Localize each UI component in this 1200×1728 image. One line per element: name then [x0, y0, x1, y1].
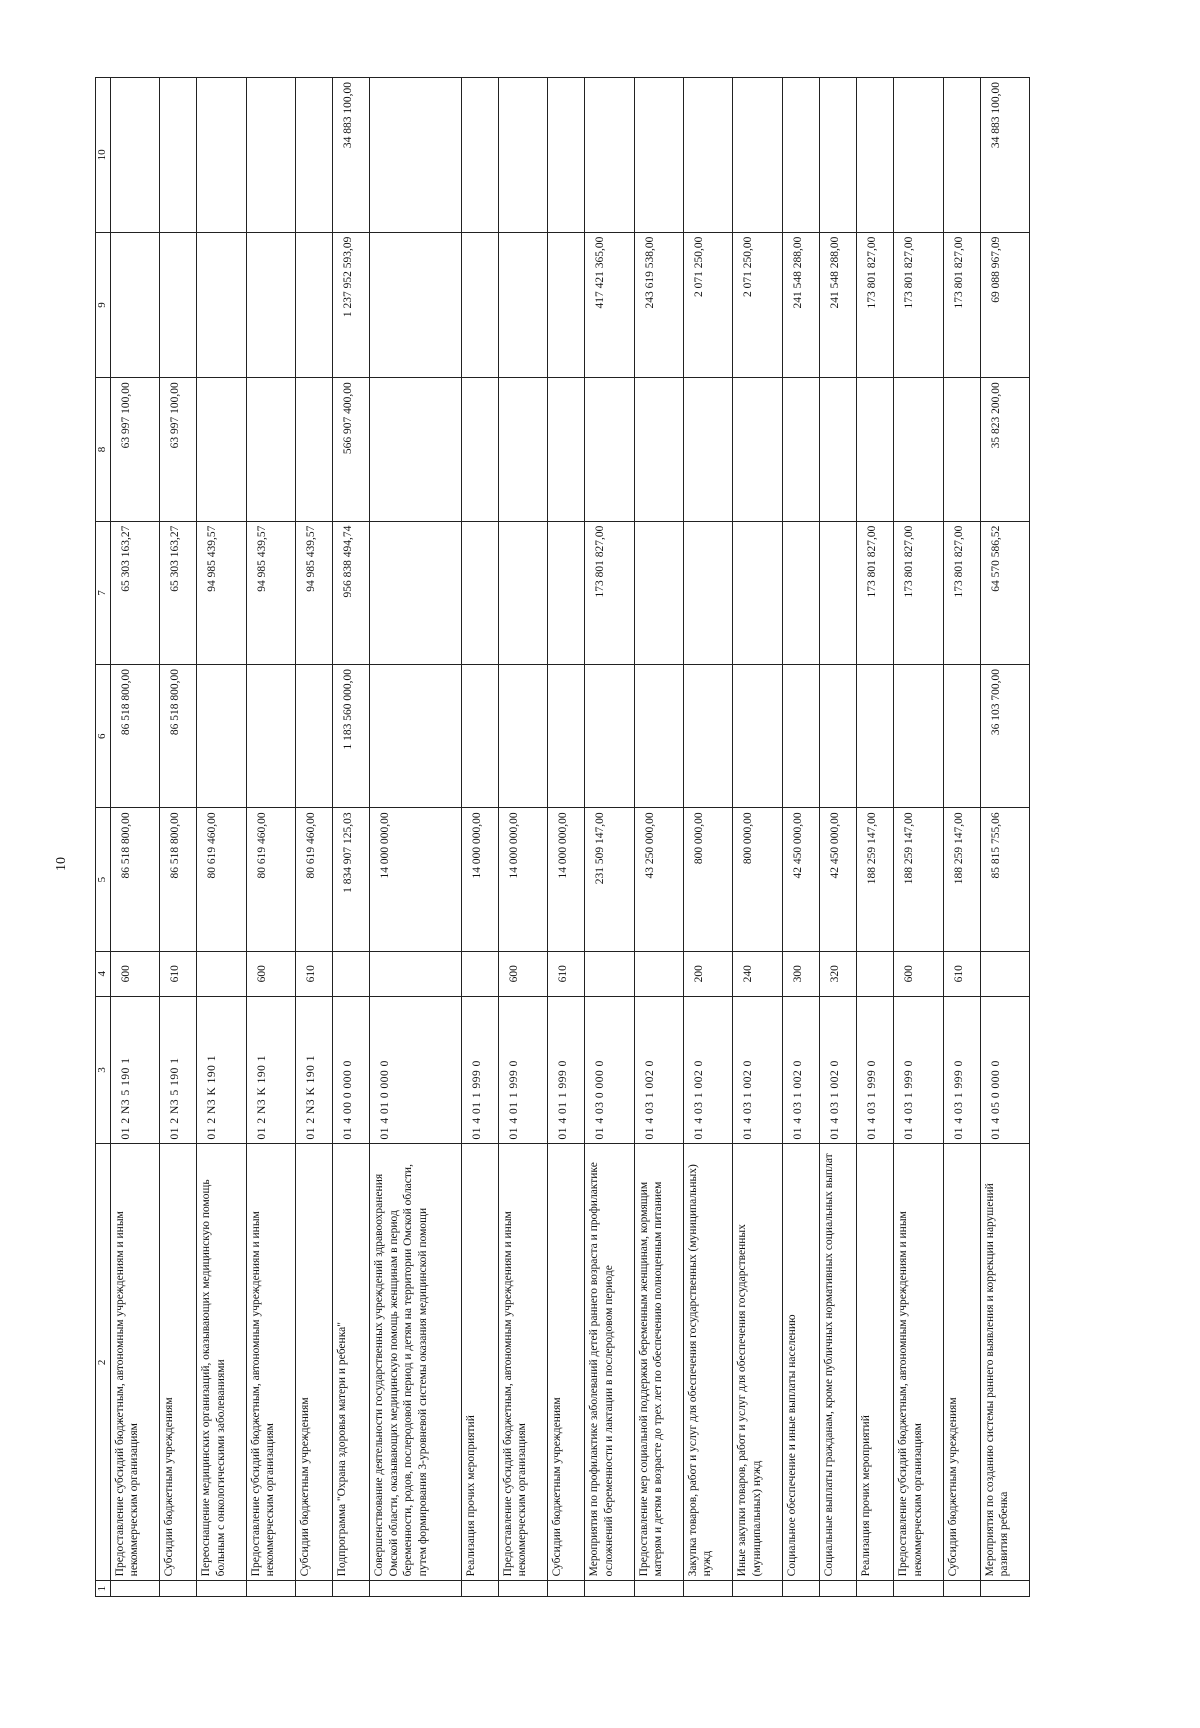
table-row — [733, 78, 782, 1597]
row-index-cell — [943, 1581, 980, 1597]
column-header: 8 — [96, 378, 111, 521]
amount-col-6-cell — [548, 665, 585, 808]
amount-col-7-cell: 173 801 827,00 — [894, 521, 943, 664]
budget-table — [95, 77, 1030, 1597]
amount-col-10-cell — [585, 78, 634, 233]
row-index-cell — [980, 1581, 1029, 1597]
amount-col-7-cell — [370, 521, 461, 664]
row-index-cell — [370, 1581, 461, 1597]
amount-col-6-cell — [370, 665, 461, 808]
row-index-cell — [548, 1581, 585, 1597]
row-index-cell — [160, 1581, 197, 1597]
table-row — [461, 78, 498, 1597]
amount-col-5-cell: 80 619 460,00 — [296, 808, 333, 951]
expense-type-cell: 600 — [111, 951, 160, 996]
expense-type-cell — [980, 951, 1029, 996]
amount-col-9-cell — [548, 232, 585, 378]
header-row — [96, 78, 111, 1597]
amount-col-7-cell: 173 801 827,00 — [857, 521, 894, 664]
budget-code-cell: 01 2 N3 5 190 1 — [111, 996, 160, 1144]
expense-type-cell — [333, 951, 370, 996]
item-name-cell: Иные закупки товаров, работ и услуг для обеспечения государственных (муниципальных) нужд — [733, 1144, 782, 1581]
amount-col-5-cell: 85 815 755,06 — [980, 808, 1029, 951]
amount-col-5-cell: 43 250 000,00 — [634, 808, 683, 951]
page-number: 10 — [54, 857, 69, 871]
amount-col-8-cell — [370, 378, 461, 521]
amount-col-10-cell — [894, 78, 943, 233]
expense-type-cell: 600 — [498, 951, 547, 996]
amount-col-5-cell: 80 619 460,00 — [246, 808, 295, 951]
budget-code-cell: 01 4 03 1 999 0 — [894, 996, 943, 1144]
budget-code-cell: 01 4 03 1 002 0 — [634, 996, 683, 1144]
table-row — [943, 78, 980, 1597]
row-index-cell — [634, 1581, 683, 1597]
amount-col-10-cell — [296, 78, 333, 233]
amount-col-8-cell — [548, 378, 585, 521]
expense-type-cell: 600 — [894, 951, 943, 996]
amount-col-8-cell — [819, 378, 856, 521]
amount-col-5-cell: 231 509 147,00 — [585, 808, 634, 951]
amount-col-8-cell — [296, 378, 333, 521]
table-row — [246, 78, 295, 1597]
budget-code-cell: 01 4 03 1 002 0 — [684, 996, 733, 1144]
amount-col-8-cell: 35 823 200,00 — [980, 378, 1029, 521]
budget-code-cell: 01 4 03 1 999 0 — [943, 996, 980, 1144]
amount-col-6-cell — [197, 665, 246, 808]
item-name-cell: Подпрограмма "Охрана здоровья матери и ребенка" — [333, 1144, 370, 1581]
budget-code-cell: 01 4 01 1 999 0 — [548, 996, 585, 1144]
column-header: 6 — [96, 665, 111, 808]
amount-col-7-cell: 173 801 827,00 — [585, 521, 634, 664]
table-row — [684, 78, 733, 1597]
item-name-cell: Предоставление субсидий бюджетным, автономным учреждениям и иным некоммерческим организациям — [246, 1144, 295, 1581]
amount-col-6-cell — [246, 665, 295, 808]
item-name-cell: Субсидии бюджетным учреждениям — [548, 1144, 585, 1581]
item-name-cell: Предоставление субсидий бюджетным, автономным учреждениям и иным некоммерческим организациям — [111, 1144, 160, 1581]
row-index-cell — [782, 1581, 819, 1597]
amount-col-5-cell: 1 834 907 125,03 — [333, 808, 370, 951]
expense-type-cell — [461, 951, 498, 996]
amount-col-7-cell — [819, 521, 856, 664]
amount-col-5-cell: 80 619 460,00 — [197, 808, 246, 951]
table-row — [370, 78, 461, 1597]
table-row — [857, 78, 894, 1597]
amount-col-7-cell: 94 985 439,57 — [246, 521, 295, 664]
item-name-cell: Реализация прочих мероприятий — [461, 1144, 498, 1581]
budget-code-cell: 01 2 N3 5 190 1 — [160, 996, 197, 1144]
amount-col-9-cell — [160, 232, 197, 378]
table-body — [111, 78, 1030, 1597]
table-row — [197, 78, 246, 1597]
expense-type-cell: 610 — [943, 951, 980, 996]
amount-col-9-cell — [370, 232, 461, 378]
amount-col-10-cell — [733, 78, 782, 233]
amount-col-9-cell — [111, 232, 160, 378]
amount-col-9-cell — [461, 232, 498, 378]
column-header: 4 — [96, 951, 111, 996]
amount-col-6-cell — [461, 665, 498, 808]
amount-col-5-cell: 14 000 000,00 — [370, 808, 461, 951]
amount-col-10-cell — [197, 78, 246, 233]
amount-col-8-cell — [684, 378, 733, 521]
budget-code-cell: 01 4 00 0 000 0 — [333, 996, 370, 1144]
amount-col-5-cell: 14 000 000,00 — [548, 808, 585, 951]
amount-col-10-cell — [246, 78, 295, 233]
budget-code-cell: 01 4 03 1 999 0 — [857, 996, 894, 1144]
amount-col-7-cell — [782, 521, 819, 664]
amount-col-8-cell — [461, 378, 498, 521]
amount-col-10-cell — [160, 78, 197, 233]
amount-col-10-cell — [370, 78, 461, 233]
amount-col-8-cell — [782, 378, 819, 521]
expense-type-cell — [634, 951, 683, 996]
amount-col-8-cell — [634, 378, 683, 521]
table-row — [782, 78, 819, 1597]
amount-col-10-cell — [857, 78, 894, 233]
expense-type-cell: 200 — [684, 951, 733, 996]
amount-col-7-cell — [548, 521, 585, 664]
amount-col-7-cell — [733, 521, 782, 664]
amount-col-6-cell — [296, 665, 333, 808]
table-row — [333, 78, 370, 1597]
amount-col-10-cell — [634, 78, 683, 233]
amount-col-6-cell — [819, 665, 856, 808]
amount-col-7-cell: 956 838 494,74 — [333, 521, 370, 664]
table-row — [160, 78, 197, 1597]
amount-col-8-cell — [498, 378, 547, 521]
amount-col-9-cell — [296, 232, 333, 378]
item-name-cell: Субсидии бюджетным учреждениям — [160, 1144, 197, 1581]
column-header: 7 — [96, 521, 111, 664]
amount-col-5-cell: 86 518 800,00 — [160, 808, 197, 951]
table-row — [634, 78, 683, 1597]
amount-col-10-cell — [782, 78, 819, 233]
expense-type-cell: 320 — [819, 951, 856, 996]
amount-col-5-cell: 800 000,00 — [733, 808, 782, 951]
amount-col-8-cell — [197, 378, 246, 521]
row-index-cell — [296, 1581, 333, 1597]
amount-col-6-cell — [857, 665, 894, 808]
row-index-cell — [111, 1581, 160, 1597]
table-row — [498, 78, 547, 1597]
amount-col-7-cell: 65 303 163,27 — [160, 521, 197, 664]
amount-col-7-cell — [634, 521, 683, 664]
amount-col-7-cell — [498, 521, 547, 664]
table-row — [894, 78, 943, 1597]
row-index-cell — [246, 1581, 295, 1597]
amount-col-7-cell — [684, 521, 733, 664]
amount-col-9-cell: 243 619 538,00 — [634, 232, 683, 378]
row-index-cell — [733, 1581, 782, 1597]
row-index-cell — [894, 1581, 943, 1597]
item-name-cell: Мероприятия по профилактике заболеваний детей раннего возраста и профилактике осложнений беременности и лактации в послеродовом периоде — [585, 1144, 634, 1581]
amount-col-6-cell — [498, 665, 547, 808]
item-name-cell: Субсидии бюджетным учреждениям — [296, 1144, 333, 1581]
amount-col-10-cell — [943, 78, 980, 233]
amount-col-9-cell: 2 071 250,00 — [733, 232, 782, 378]
amount-col-7-cell: 94 985 439,57 — [296, 521, 333, 664]
budget-code-cell: 01 2 N3 K 190 1 — [246, 996, 295, 1144]
amount-col-9-cell — [246, 232, 295, 378]
amount-col-5-cell: 188 259 147,00 — [943, 808, 980, 951]
item-name-cell: Мероприятия по созданию системы раннего выявления и коррекции нарушений развития ребенка — [980, 1144, 1029, 1581]
item-name-cell: Субсидии бюджетным учреждениям — [943, 1144, 980, 1581]
column-header: 3 — [96, 996, 111, 1144]
expense-type-cell — [370, 951, 461, 996]
amount-col-6-cell: 86 518 800,00 — [160, 665, 197, 808]
budget-code-cell: 01 4 03 1 002 0 — [819, 996, 856, 1144]
amount-col-10-cell — [498, 78, 547, 233]
column-header: 5 — [96, 808, 111, 951]
amount-col-9-cell: 241 548 288,00 — [819, 232, 856, 378]
table-row — [111, 78, 160, 1597]
item-name-cell: Предоставление субсидий бюджетным, автономным учреждениям и иным некоммерческим организациям — [498, 1144, 547, 1581]
expense-type-cell: 610 — [548, 951, 585, 996]
table-row — [980, 78, 1029, 1597]
amount-col-6-cell — [684, 665, 733, 808]
budget-table-wrapper — [95, 77, 1030, 1597]
item-name-cell: Предоставление мер социальной поддержки беременным женщинам, кормящим матерям и детям в возрасте до трех лет по обеспечению полноценным питанием — [634, 1144, 683, 1581]
amount-col-9-cell: 241 548 288,00 — [782, 232, 819, 378]
amount-col-7-cell: 65 303 163,27 — [111, 521, 160, 664]
amount-col-7-cell: 94 985 439,57 — [197, 521, 246, 664]
amount-col-5-cell: 42 450 000,00 — [819, 808, 856, 951]
amount-col-9-cell: 69 088 967,09 — [980, 232, 1029, 378]
amount-col-6-cell — [585, 665, 634, 808]
amount-col-9-cell: 173 801 827,00 — [943, 232, 980, 378]
row-index-cell — [461, 1581, 498, 1597]
item-name-cell: Совершенствование деятельности государственных учреждений здравоохранения Омской области, оказывающих медицинскую помощь женщинам в период беременности, родов, послеродовой период и детям на территории Омской области, путем формирования 3-уровневой системы оказания медицинской помощи — [370, 1144, 461, 1581]
expense-type-cell: 610 — [160, 951, 197, 996]
expense-type-cell: 600 — [246, 951, 295, 996]
amount-col-5-cell: 14 000 000,00 — [498, 808, 547, 951]
amount-col-8-cell: 566 907 400,00 — [333, 378, 370, 521]
amount-col-5-cell: 42 450 000,00 — [782, 808, 819, 951]
budget-code-cell: 01 4 03 1 002 0 — [782, 996, 819, 1144]
row-index-cell — [857, 1581, 894, 1597]
item-name-cell: Социальные выплаты гражданам, кроме публичных нормативных социальных выплат — [819, 1144, 856, 1581]
amount-col-8-cell: 63 997 100,00 — [111, 378, 160, 521]
amount-col-10-cell — [819, 78, 856, 233]
amount-col-9-cell — [197, 232, 246, 378]
expense-type-cell — [585, 951, 634, 996]
amount-col-6-cell — [943, 665, 980, 808]
column-header: 9 — [96, 232, 111, 378]
item-name-cell: Переоснащение медицинских организаций, оказывающих медицинскую помощь больным с онкологическими заболеваниями — [197, 1144, 246, 1581]
amount-col-5-cell: 86 518 800,00 — [111, 808, 160, 951]
item-name-cell: Закупка товаров, работ и услуг для обеспечения государственных (муниципальных) нужд — [684, 1144, 733, 1581]
expense-type-cell: 300 — [782, 951, 819, 996]
table-row — [585, 78, 634, 1597]
amount-col-8-cell: 63 997 100,00 — [160, 378, 197, 521]
amount-col-6-cell — [733, 665, 782, 808]
amount-col-5-cell: 188 259 147,00 — [857, 808, 894, 951]
expense-type-cell: 610 — [296, 951, 333, 996]
amount-col-9-cell: 173 801 827,00 — [857, 232, 894, 378]
item-name-cell: Социальное обеспечение и иные выплаты населению — [782, 1144, 819, 1581]
amount-col-9-cell: 417 421 365,00 — [585, 232, 634, 378]
amount-col-7-cell: 64 570 586,52 — [980, 521, 1029, 664]
budget-code-cell: 01 4 01 1 999 0 — [461, 996, 498, 1144]
budget-code-cell: 01 4 01 0 000 0 — [370, 996, 461, 1144]
budget-code-cell: 01 4 05 0 000 0 — [980, 996, 1029, 1144]
amount-col-6-cell — [634, 665, 683, 808]
item-name-cell: Реализация прочих мероприятий — [857, 1144, 894, 1581]
amount-col-10-cell: 34 883 100,00 — [333, 78, 370, 233]
amount-col-8-cell — [733, 378, 782, 521]
row-index-cell — [498, 1581, 547, 1597]
item-name-cell: Предоставление субсидий бюджетным, автономным учреждениям и иным некоммерческим организациям — [894, 1144, 943, 1581]
amount-col-10-cell — [548, 78, 585, 233]
amount-col-6-cell: 36 103 700,00 — [980, 665, 1029, 808]
budget-code-cell: 01 2 N3 K 190 1 — [197, 996, 246, 1144]
budget-code-cell: 01 4 03 1 002 0 — [733, 996, 782, 1144]
amount-col-5-cell: 188 259 147,00 — [894, 808, 943, 951]
amount-col-5-cell: 800 000,00 — [684, 808, 733, 951]
amount-col-10-cell — [684, 78, 733, 233]
amount-col-8-cell — [943, 378, 980, 521]
amount-col-9-cell: 1 237 952 593,09 — [333, 232, 370, 378]
amount-col-6-cell: 86 518 800,00 — [111, 665, 160, 808]
column-header: 2 — [96, 1144, 111, 1581]
row-index-cell — [197, 1581, 246, 1597]
amount-col-6-cell: 1 183 560 000,00 — [333, 665, 370, 808]
amount-col-8-cell — [894, 378, 943, 521]
expense-type-cell — [197, 951, 246, 996]
amount-col-9-cell — [498, 232, 547, 378]
expense-type-cell: 240 — [733, 951, 782, 996]
expense-type-cell — [857, 951, 894, 996]
row-index-cell — [333, 1581, 370, 1597]
table-row — [819, 78, 856, 1597]
table-row — [548, 78, 585, 1597]
table-row — [296, 78, 333, 1597]
column-header: 1 — [96, 1581, 111, 1597]
budget-code-cell: 01 4 01 1 999 0 — [498, 996, 547, 1144]
row-index-cell — [819, 1581, 856, 1597]
amount-col-10-cell — [461, 78, 498, 233]
budget-code-cell: 01 2 N3 K 190 1 — [296, 996, 333, 1144]
amount-col-8-cell — [246, 378, 295, 521]
amount-col-10-cell: 34 883 100,00 — [980, 78, 1029, 233]
amount-col-9-cell: 2 071 250,00 — [684, 232, 733, 378]
amount-col-9-cell: 173 801 827,00 — [894, 232, 943, 378]
amount-col-7-cell — [461, 521, 498, 664]
row-index-cell — [585, 1581, 634, 1597]
amount-col-7-cell: 173 801 827,00 — [943, 521, 980, 664]
budget-code-cell: 01 4 03 0 000 0 — [585, 996, 634, 1144]
column-header: 10 — [96, 78, 111, 233]
amount-col-10-cell — [111, 78, 160, 233]
amount-col-8-cell — [585, 378, 634, 521]
amount-col-8-cell — [857, 378, 894, 521]
amount-col-6-cell — [782, 665, 819, 808]
amount-col-5-cell: 14 000 000,00 — [461, 808, 498, 951]
amount-col-6-cell — [894, 665, 943, 808]
row-index-cell — [684, 1581, 733, 1597]
